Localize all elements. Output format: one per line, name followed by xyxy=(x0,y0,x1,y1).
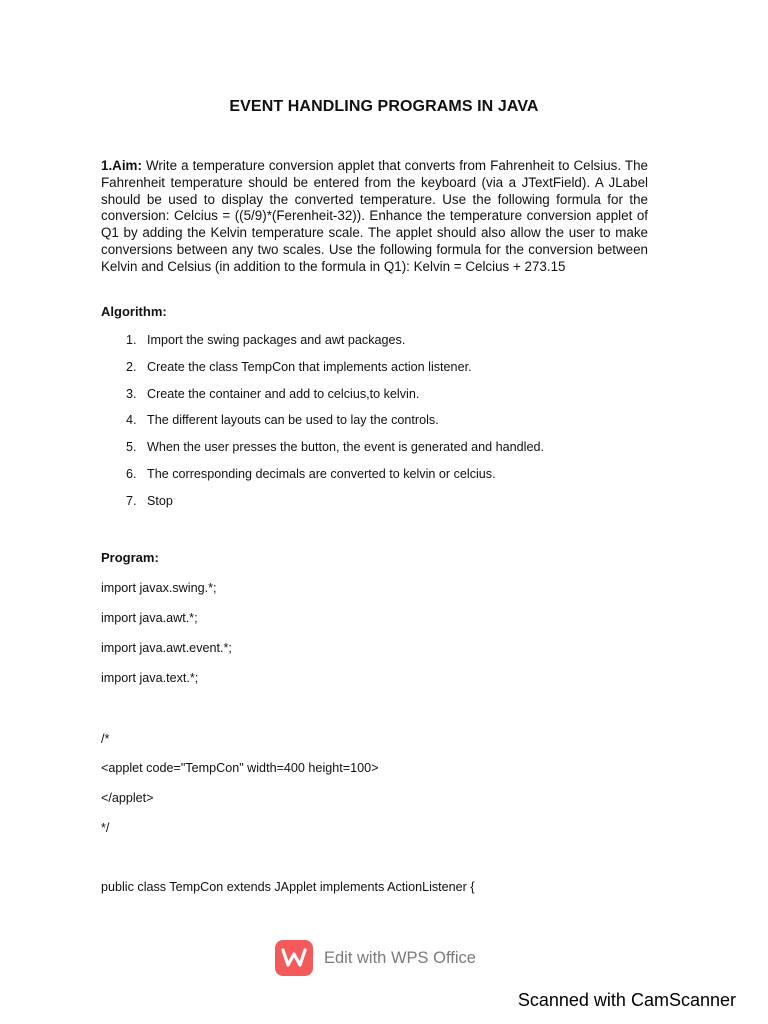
algorithm-step xyxy=(126,386,544,413)
algorithm-step xyxy=(126,359,544,386)
aim-paragraph xyxy=(101,158,648,276)
step-text: The corresponding decimals are converted to kelvin or celcius. xyxy=(147,466,496,481)
aim-text: Write a temperature conversion applet that converts from Fahrenheit to Celsius. The Fahrenheit temperature should be entered from the keyboard (via a JTextField). A JLabel should be used to display the converted temperature. Use the following formula for the conversion: Celcius = ((5/9)*(Ferenheit-32)). Enhance the temperature conversion applet of Q1 by adding the Kelvin temperature scale. The applet should also allow the user to make conversions between any two scales. Use the following formula for the conversion between Kelvin and Celsius (in addition to the formula in Q1): Kelvin = Celcius + 273.15 xyxy=(101,158,648,274)
code-line: public class TempCon extends JApplet implements ActionListener { xyxy=(101,880,475,894)
document-title: EVENT HANDLING PROGRAMS IN JAVA xyxy=(229,98,539,115)
code-line: /* xyxy=(101,732,110,746)
step-number: 5. xyxy=(126,440,137,455)
code-line: import java.awt.event.*; xyxy=(101,641,232,655)
step-text: Stop xyxy=(147,493,173,508)
code-line: import java.awt.*; xyxy=(101,611,198,625)
algorithm-heading: Algorithm: xyxy=(101,304,167,319)
program-heading: Program: xyxy=(101,550,159,565)
camscanner-watermark: Scanned with CamScanner xyxy=(517,990,736,1010)
step-number: 7. xyxy=(126,493,137,508)
wps-edit-label: Edit with WPS Office xyxy=(324,948,476,967)
algorithm-step xyxy=(126,412,544,439)
code-line: import javax.swing.*; xyxy=(101,581,217,595)
code-line: </applet> xyxy=(101,791,154,805)
step-number: 4. xyxy=(126,413,137,428)
wps-office-logo-icon xyxy=(275,940,313,976)
algorithm-step xyxy=(126,332,544,359)
code-line: */ xyxy=(101,821,110,835)
step-number: 2. xyxy=(126,359,137,374)
wps-edit-banner[interactable] xyxy=(275,940,476,976)
algorithm-step xyxy=(126,493,544,520)
aim-label: 1.Aim: xyxy=(101,158,142,173)
code-line: import java.text.*; xyxy=(101,671,199,685)
step-text: The different layouts can be used to lay the controls. xyxy=(147,413,439,428)
algorithm-step xyxy=(126,439,544,466)
step-text: When the user presses the button, the event is generated and handled. xyxy=(147,440,544,455)
algorithm-list xyxy=(126,332,544,520)
step-number: 6. xyxy=(126,466,137,481)
step-text: Create the container and add to celcius,to kelvin. xyxy=(147,386,420,401)
code-line: <applet code="TempCon" width=400 height=100> xyxy=(101,761,379,775)
step-number: 3. xyxy=(126,386,137,401)
step-number: 1. xyxy=(126,333,137,347)
step-text: Import the swing packages and awt packages. xyxy=(147,333,406,347)
step-text: Create the class TempCon that implements action listener. xyxy=(147,359,472,374)
algorithm-step xyxy=(126,466,544,493)
